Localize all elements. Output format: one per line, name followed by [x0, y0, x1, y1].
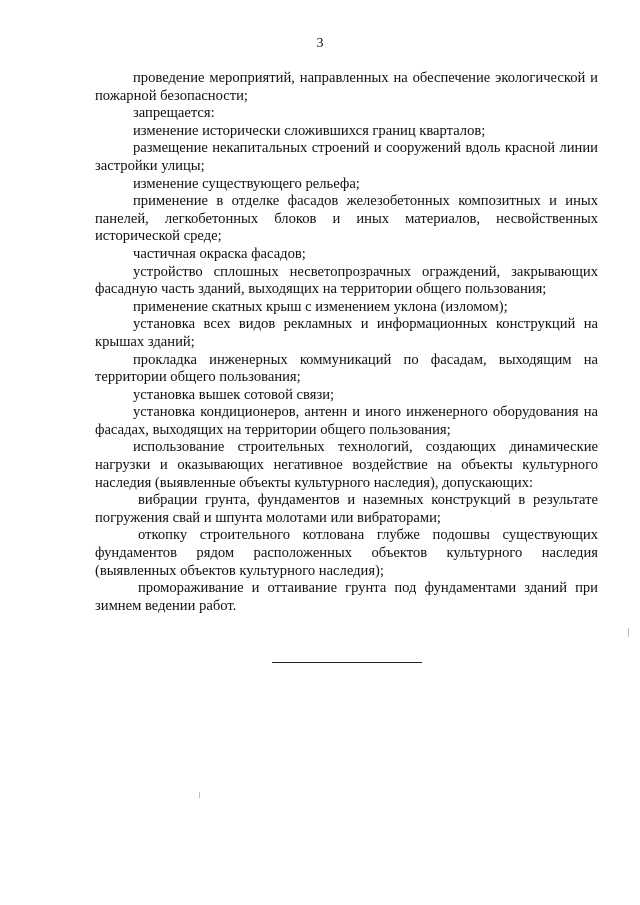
paragraph-2: запрещается:	[133, 105, 215, 122]
scan-speck	[628, 628, 629, 637]
paragraph-9: применение скатных крыш с изменением уклона (изломом);	[133, 298, 508, 315]
document-body	[95, 70, 598, 615]
paragraph-5: изменение существующего рельефа;	[133, 175, 360, 192]
paragraph-10: установка всех видов рекламных и информационных конструкций на крышах зданий;	[95, 316, 598, 350]
paragraph-7: частичная окраска фасадов;	[133, 245, 306, 262]
paragraph-8: устройство сплошных несветопрозрачных ограждений, закрывающих фасадную часть зданий, выходящих на территории общего пользования;	[95, 263, 598, 298]
closing-rule	[272, 662, 422, 663]
page-number: 3	[316, 36, 324, 51]
paragraph-13: установка кондиционеров, антенн и иного инженерного оборудования на фасадах, выходящих на территории общего пользования;	[95, 404, 598, 438]
paragraph-16: откопку строительного котлована глубже подошвы существующих фундаментов рядом расположенных объектов культурного наследия (выявленных объектов культурного наследия);	[95, 527, 598, 579]
paragraph-3: изменение исторически сложившихся границ кварталов;	[133, 122, 486, 139]
paragraph-14: использование строительных технологий, создающих динамические нагрузки и оказывающих негативное воздействие на объекты культурного наследия (выявленные объекты культурного наследия), допускающих:	[95, 439, 598, 491]
paragraph-12: установка вышек сотовой связи;	[133, 386, 335, 403]
paragraph-4: размещение некапитальных строений и сооружений вдоль красной линии застройки улицы;	[95, 140, 598, 174]
paragraph-6: применение в отделке фасадов железобетонных композитных и иных панелей, легкобетонных блоков и иных материалов, несвойственных исторической среде;	[95, 193, 598, 245]
paragraph-17: промораживание и оттаивание грунта под фундаментами зданий при зимнем ведении работ.	[95, 580, 598, 614]
paragraph-11: прокладка инженерных коммуникаций по фасадам, выходящим на территории общего пользования;	[95, 351, 598, 386]
scan-speck	[199, 792, 200, 798]
paragraph-1: проведение мероприятий, направленных на обеспечение экологической и пожарной безопасности;	[95, 70, 598, 104]
paragraph-15: вибрации грунта, фундаментов и наземных конструкций в результате погружения свай и шпунта молотами или вибраторами;	[95, 492, 598, 526]
